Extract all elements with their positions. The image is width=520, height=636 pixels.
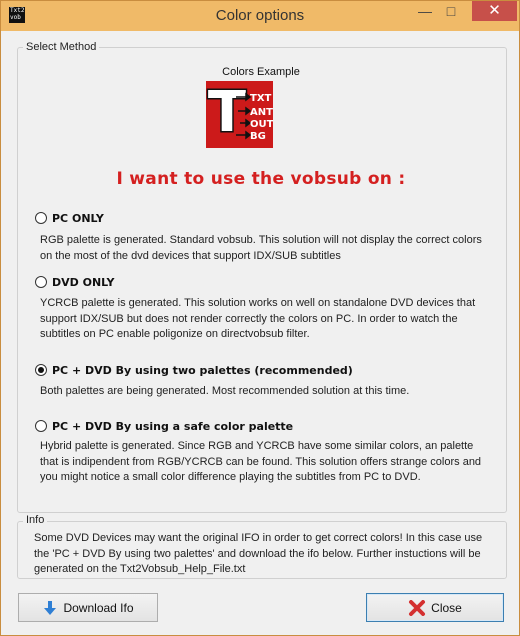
select-method-legend: Select Method bbox=[23, 41, 99, 53]
example-letter: T bbox=[207, 81, 247, 145]
info-legend: Info bbox=[23, 514, 47, 526]
maximize-button[interactable]: □ bbox=[446, 3, 456, 19]
example-label-ant: ANT bbox=[250, 107, 273, 118]
app-icon-line2: vob bbox=[10, 14, 21, 21]
option-pc-dvd-two-palettes-label[interactable]: PC + DVD By using two palettes (recommended) bbox=[52, 363, 353, 377]
radio-pc-dvd-two-palettes[interactable] bbox=[35, 364, 47, 376]
example-label-out: OUT bbox=[250, 119, 273, 130]
option-pc-dvd-two-palettes[interactable] bbox=[35, 362, 353, 378]
window-close-button[interactable]: ✕ bbox=[472, 1, 517, 21]
colors-example-caption: Colors Example bbox=[222, 66, 300, 78]
close-label: Close bbox=[431, 600, 462, 615]
arrow-down-icon bbox=[42, 600, 58, 616]
close-button[interactable] bbox=[366, 593, 504, 622]
option-dvd-only-label[interactable]: DVD ONLY bbox=[52, 275, 115, 289]
option-pc-only-label[interactable]: PC ONLY bbox=[52, 211, 104, 225]
example-label-bg: BG bbox=[250, 131, 266, 142]
info-text: Some DVD Devices may want the original IFO in order to get correct colors! In this case use the 'PC + DVD By using two palettes' and download the ifo below. Further instuctions will be generated on the Txt2Vobsub_Help_File.txt bbox=[34, 532, 483, 575]
option-dvd-only[interactable] bbox=[35, 274, 114, 290]
minimize-button[interactable]: — bbox=[418, 3, 432, 19]
app-icon-line1: Txt2 bbox=[10, 7, 25, 14]
red-x-icon bbox=[408, 600, 426, 616]
vobsub-headline: I want to use the vobsub on : bbox=[116, 169, 406, 189]
radio-dvd-only[interactable] bbox=[35, 276, 47, 288]
option-pc-only[interactable] bbox=[35, 210, 104, 226]
colors-example-image bbox=[206, 81, 273, 148]
radio-pc-only[interactable] bbox=[35, 212, 47, 224]
option-pc-dvd-safe-palette-label[interactable]: PC + DVD By using a safe color palette bbox=[52, 419, 294, 433]
option-dvd-only-description: YCRCB palette is generated. This solution works on well on standalone DVD devices that support IDX/SUB but does not render correctly the colors on PC. In order to watch the subtitles on PC enable poligonize on directvobsub filter. bbox=[40, 297, 476, 340]
option-pc-only-description: RGB palette is generated. Standard vobsub. This solution will not display the correct colors on the most of the dvd devices that support IDX/SUB subtitles bbox=[40, 234, 482, 262]
download-ifo-button[interactable] bbox=[18, 593, 158, 622]
option-pc-dvd-two-palettes-description: Both palettes are being generated. Most recommended solution at this time. bbox=[40, 385, 410, 397]
window-title: Color options bbox=[215, 7, 305, 24]
download-ifo-label: Download Ifo bbox=[63, 600, 134, 615]
example-label-txt: TXT bbox=[250, 93, 272, 104]
title-bar[interactable] bbox=[1, 1, 519, 31]
option-pc-dvd-safe-palette-description: Hybrid palette is generated. Since RGB and YCRCB have some similar colors, an palette that is indipendent from RGB/YCRCB can be found. This solution offers strange colors and you might notice a small color difference playing the subtitles from PC to DVD. bbox=[40, 440, 482, 483]
radio-pc-dvd-safe-palette[interactable] bbox=[35, 420, 47, 432]
option-pc-dvd-safe-palette[interactable] bbox=[35, 418, 293, 434]
